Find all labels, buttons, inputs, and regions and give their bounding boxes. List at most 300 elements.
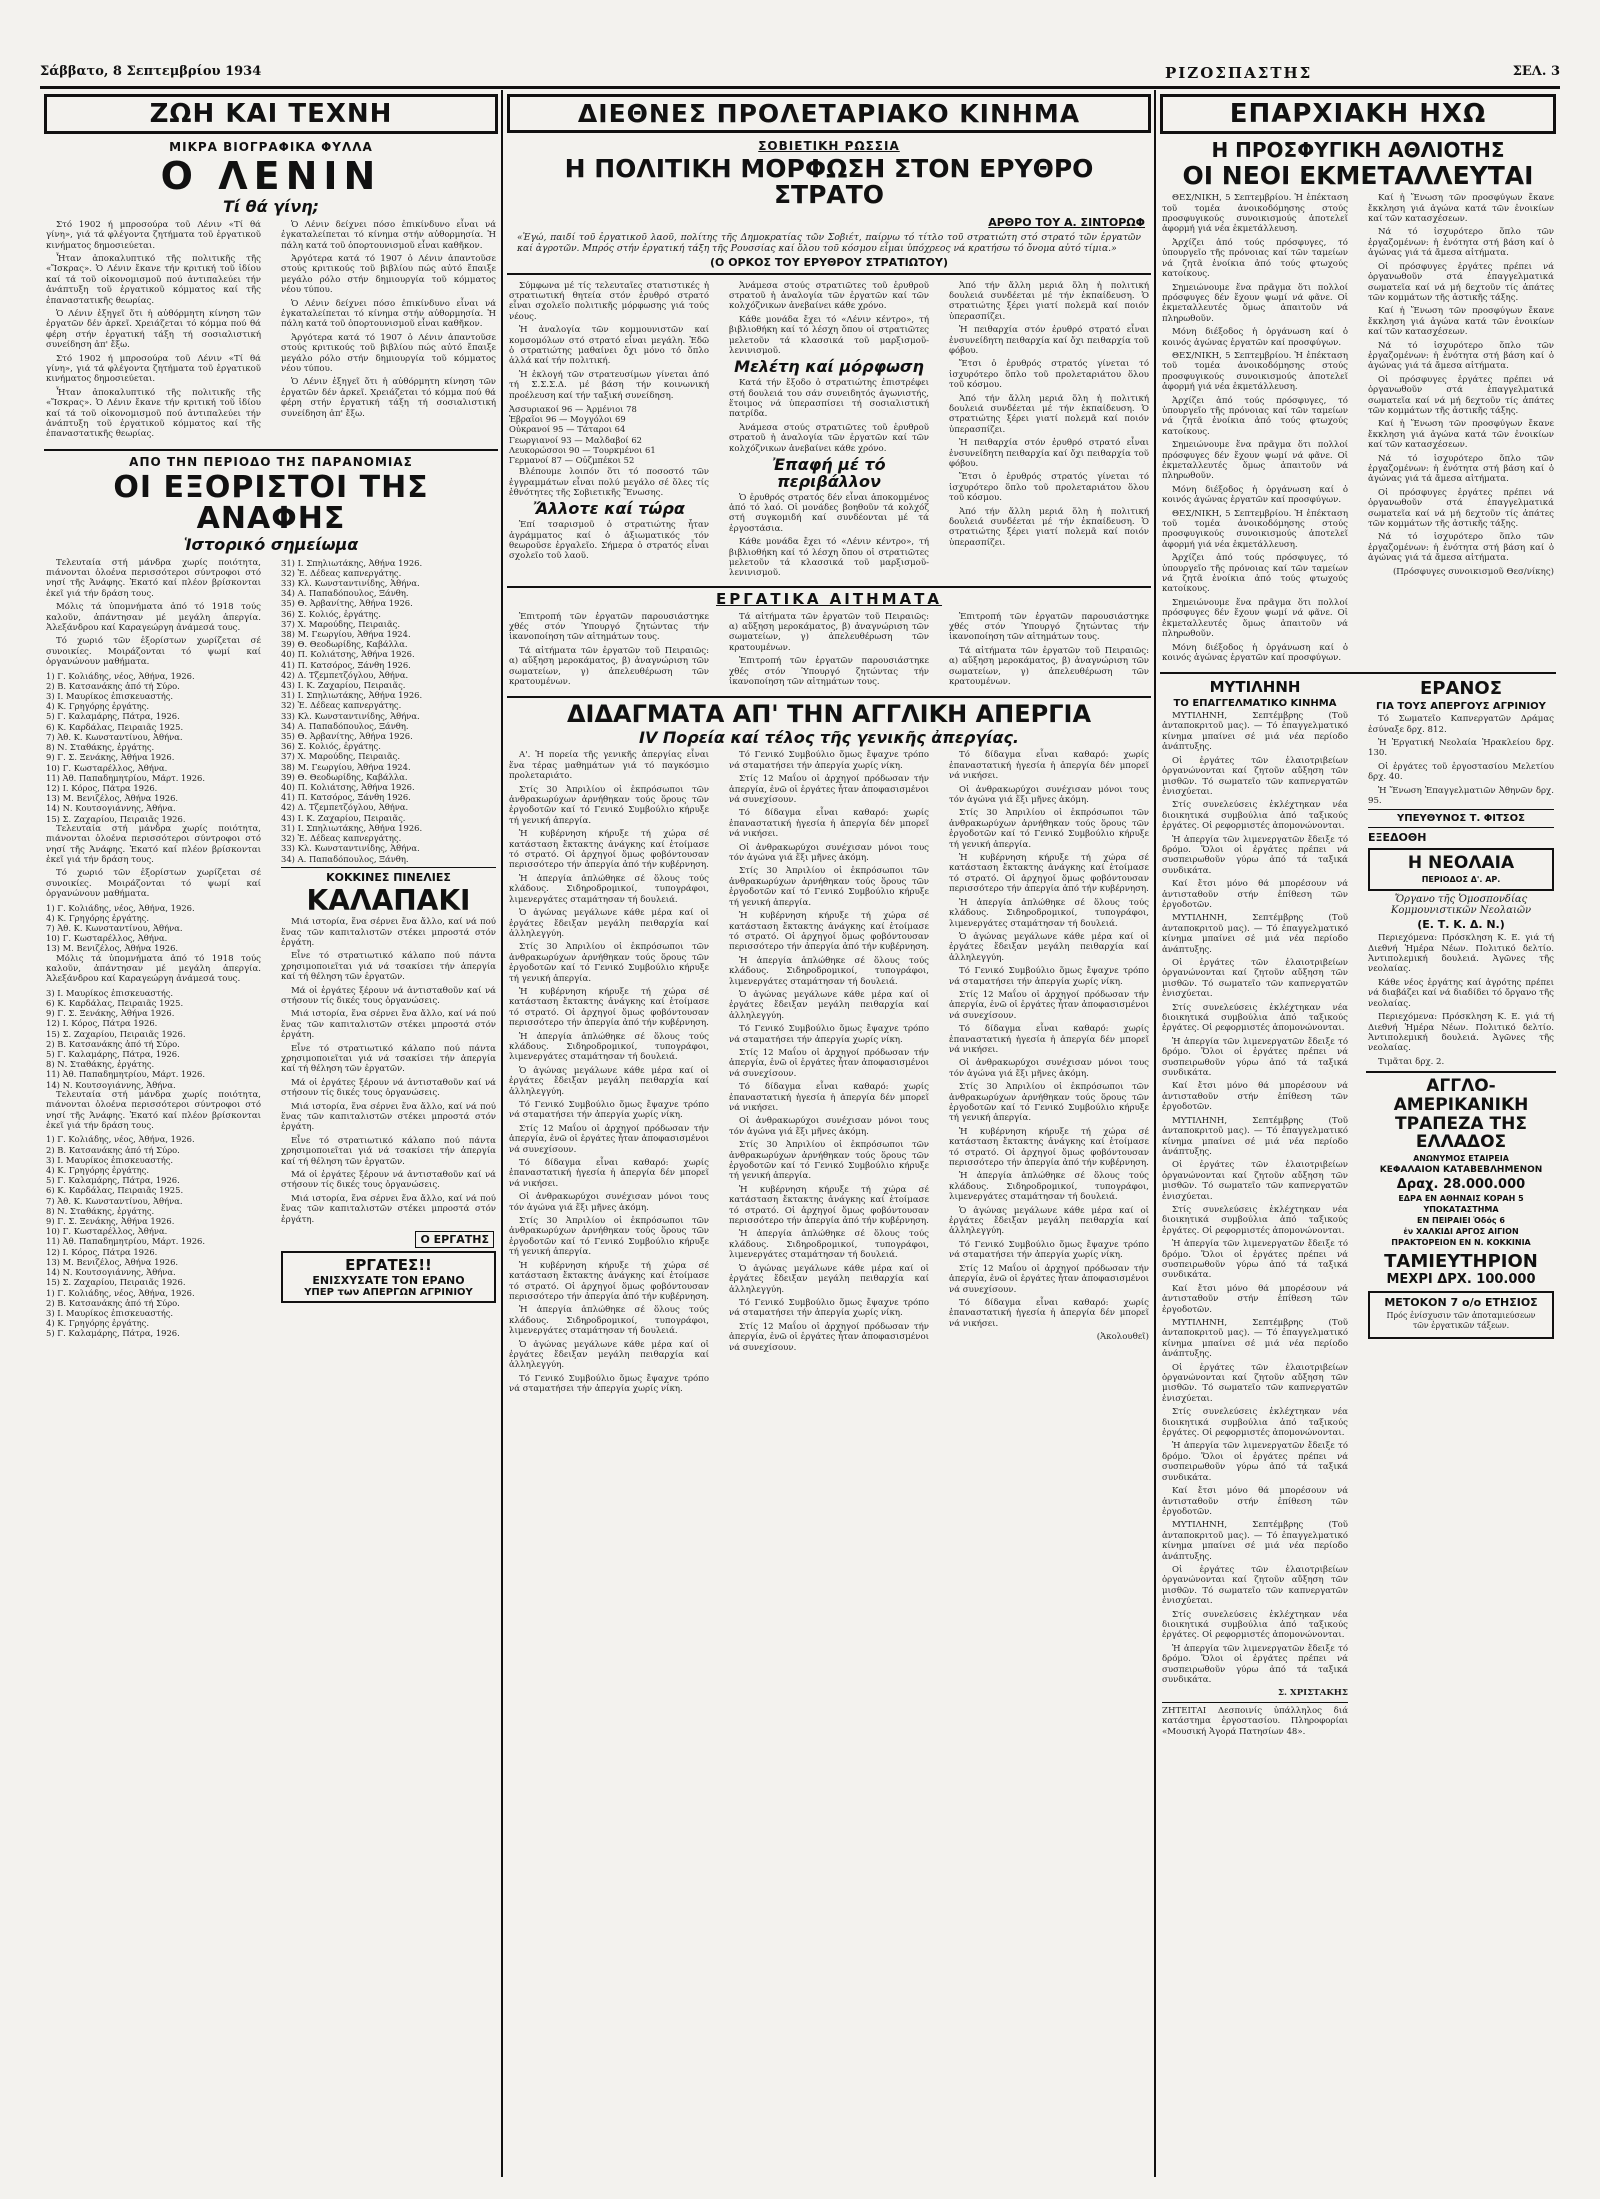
paragraph: Ὁ ἀγώνας μεγάλωνε κάθε μέρα καί οἱ ἐργάτες ἔδειξαν μεγάλη πειθαρχία καί ἀλληλεγγύη.	[509, 1339, 709, 1371]
list-item: 3) Ι. Μαυρίκος ἐπισκευαστής.	[46, 1154, 174, 1165]
paragraph: Οἱ ἐργάτες τῶν ἐλαιοτριβείων ὀργανώνονται καί ζητοῦν αὔξηση τῶν μισθῶν. Τό σωματεῖο τῶν καπνεργατῶν ἐνισχύεται.	[1162, 1564, 1348, 1607]
divider	[1368, 827, 1554, 828]
paragraph: Στό 1902 ή μπροσούρα τοῦ Λένιν «Τί θά γίνη», γιά τά φλέγοντα ζητήματα τοῦ ἐργατικοῦ κινήματος δημοσιεύεται.	[46, 219, 261, 251]
list-item: 32) Ἐ. Δέδεας καπνεργάτης.	[281, 833, 402, 844]
paragraph: Ὁ ἀγώνας μεγάλωνε κάθε μέρα καί οἱ ἐργάτες ἔδειξαν μεγάλη πειθαρχία καί ἀλληλεγγύη.	[729, 1263, 929, 1295]
strike-lessons-subhead: IV Πορεία καί τέλος τῆς γενικῆς ἀπεργίας.	[639, 727, 1019, 747]
paragraph: Τό χωριό τῶν ἐξορίστων χωρίζεται σέ συνοικίες. Μοιράζονται τό ψωμί καί ὀργανώνουν μαθήματα.	[46, 868, 261, 900]
paragraph: Καί ἔτσι μόνο θά μπορέσουν νά ἀντισταθοῦν στήν ἐπίθεση τῶν ἐργοδοτῶν.	[1162, 1486, 1348, 1517]
mytilene-headline: ΜΥΤΙΛΗΝΗ	[1209, 678, 1301, 697]
list-item: 6) Κ. Καρδάλας, Πειραιᾶς 1925.	[46, 1185, 184, 1196]
article-text	[509, 281, 709, 401]
paragraph: Τό δίδαγμα εἶναι καθαρό: χωρίς ἐπαναστατική ἡγεσία ἡ ἀπεργία δέν μπορεῖ νά νικήσει.	[729, 1082, 929, 1113]
article-text	[949, 281, 1149, 549]
paragraph: Τό δίδαγμα εἶναι καθαρό: χωρίς ἐπαναστατική ἡγεσία ἡ ἀπεργία δέν μπορεῖ νά νικήσει.	[949, 750, 1149, 782]
list-item: 9) Γ. Σ. Ξενάκης, Ἀθήνα 1926.	[46, 1008, 175, 1019]
divider	[1368, 809, 1554, 810]
list-item: 13) Μ. Βενιζέλος, Ἀθήνα 1926.	[46, 793, 179, 804]
divider	[1160, 672, 1556, 674]
list-item: 10) Γ. Κωσταρέλλος, Ἀθήνα.	[46, 933, 168, 944]
mytilene-article	[1156, 678, 1354, 1739]
paragraph: Καί ἔτσι μόνο θά μπορέσουν νά ἀντισταθοῦν στήν ἐπίθεση τῶν ἐργοδοτῶν.	[1162, 1283, 1348, 1315]
demands-text	[509, 612, 709, 691]
anafi-col-a	[40, 556, 267, 1341]
list-item: 38) Μ. Γεωργίου, Ἀθήνα 1924.	[281, 761, 411, 772]
list-item: 42) Δ. Τζεμπετζόγλου, Ἀθήνα.	[281, 802, 409, 813]
paragraph: ΘΕΣ/ΝΙΚΗ, 5 Σεπτεμβρίου. Ἡ ἐπέκταση τοῦ τομέα ἀνοικοδόμησης στούς προσφυγικούς συνοικισμούς ἀποτελεῖ ἀφορμή γιά νέα ἐκμετάλλευση.	[1162, 193, 1348, 235]
paragraph: Στίς 12 Μαΐου οἱ ἀρχηγοί πρόδωσαν τήν ἀπεργία, ἐνῶ οἱ ἐργάτες ἦταν ἀποφασισμένοι νά συνεχίσουν.	[729, 1321, 929, 1353]
paragraph: ΘΕΣ/ΝΙΚΗ, 5 Σεπτεμβρίου. Ἡ ἐπέκταση τοῦ τομέα ἀνοικοδόμησης στούς προσφυγικούς συνοικισμούς ἀποτελεῖ ἀφορμή γιά νέα ἐκμετάλλευση.	[1162, 350, 1348, 393]
paragraph: Ὁ ἀγώνας μεγάλωνε κάθε μέρα καί οἱ ἐργάτες ἔδειξαν μεγάλη πειθαρχία καί ἀλληλεγγύη.	[949, 1205, 1149, 1237]
paragraph: Ἡ ἀπεργία ἁπλώθηκε σέ ὅλους τούς κλάδους. Σιδηροδρομικοί, τυπογράφοι, λιμενεργάτες σταμάτησαν τή δουλειά.	[509, 1305, 709, 1337]
paragraph: Στίς 30 Ἀπριλίου οἱ ἐκπρόσωποι τῶν ἀνθρακωρύχων ἀρνήθηκαν τούς ὅρους τῶν ἐργοδοτῶν καί τό Γενικό Συμβούλιο κήρυξε τή γενική ἀπεργία.	[509, 942, 709, 984]
paragraph: Τά αἰτήματα τῶν ἐργατῶν τοῦ Πειραιῶς: α) αὔξηση μεροκάματος, β) ἀναγνώριση τῶν σωματείων, γ) ἀπελευθέρωση τῶν κρατουμένων.	[509, 645, 709, 688]
paragraph: Νά τό ἰσχυρότερο ὅπλο τῶν ἐργαζομένων: ἡ ἑνότητα στή βάση καί ὁ ἀγώνας γιά τά ἄμεσα αἰτήματα.	[1368, 227, 1554, 259]
paragraph: Τό χωριό τῶν ἐξορίστων χωρίζεται σέ συνοικίες. Μοιράζονται τό ψωμί καί ὀργανώνουν μαθήματα.	[46, 636, 261, 668]
list-item: 2) Β. Κατσανάκης ἀπό τή Σύρο.	[46, 680, 180, 691]
list-item: 13) Μ. Βενιζέλος, Ἀθήνα 1926.	[46, 943, 179, 954]
paragraph: Οἱ πρόσφυγες ἐργάτες πρέπει νά ὀργανωθοῦν στά ἐπαγγελματικά σωματεῖα καί νά μή δεχτοῦν τίς ἀπάτες τῶν κομμάτων τῆς ἀστικῆς τάξης.	[1368, 487, 1554, 530]
list-item: 43) Ι. Κ. Ζαχαρίου, Πειραιᾶς.	[281, 680, 406, 691]
list-item: 32) Ἐ. Δέδεας καπνεργάτης.	[281, 700, 402, 711]
paragraph: Νά τό ἰσχυρότερο ὅπλο τῶν ἐργαζομένων: ἡ ἑνότητα στή βάση καί ὁ ἀγώνας γιά τά ἄμεσα αἰτήματα.	[1368, 453, 1554, 485]
refugee-kicker: Η ΠΡΟΣΦΥΓΙΚΗ ΑΘΛΙΟΤΗΣ	[1211, 138, 1505, 162]
paragraph: Ἀπό τήν ἄλλη μεριά ὅλη ἡ πολιτική δουλειά συνδέεται μέ τήν ἐκπαίδευση. Ὁ στρατιώτης ξέρει γιατί πολεμᾶ καί ποιόν ὑπερασπίζει.	[949, 506, 1149, 548]
table-row: Ἑβραῖοι 96 — Μογγόλοι 69	[509, 414, 626, 425]
paragraph: Περιεχόμενα: Πρόσκληση Κ. Ε. γιά τή Διεθνή Ἡμέρα Νέων. Πολιτικό δελτίο. Ἀντιπολεμική δουλειά. Ἀγῶνες τῆς νεολαίας.	[1368, 933, 1554, 975]
strike-lessons-headline: ΔΙΔΑΓΜΑΤΑ ΑΠ' ΤΗΝ ΑΓΓΛΙΚΗ ΑΠΕΡΓΙΑ	[566, 700, 1092, 729]
paragraph: Ἡ Ἐργατική Νεολαία Ἡρακλείου δρχ. 130.	[1368, 738, 1554, 759]
paragraph: Στίς συνελεύσεις ἐκλέχτηκαν νέα διοικητικά συμβούλια ἀπό ταξικούς ἐργάτες. Οἱ ρεφορμιστές ἀπομονώνονται.	[1162, 1204, 1348, 1236]
middle-column	[503, 90, 1155, 2177]
subhead-epafi: Ἐπαφή μέ τό περιβάλλον	[772, 454, 886, 491]
paragraph: Ὁ ἀγώνας μεγάλωνε κάθε μέρα καί οἱ ἐργάτες ἔδειξαν μεγάλη πειθαρχία καί ἀλληλεγγύη.	[509, 1065, 709, 1097]
kalapaki-body	[281, 917, 496, 1225]
paragraph: Μά οἱ ἐργάτες ξέρουν νά ἀντισταθοῦν καί νά στήσουν τίς δικές τους ὀργανώσεις.	[281, 1077, 496, 1099]
article-text	[509, 520, 709, 562]
list-item: 12) Ι. Κόρος, Πάτρα 1926.	[46, 1246, 158, 1257]
paragraph: Ὁ ἀγώνας μεγάλωνε κάθε μέρα καί οἱ ἐργάτες ἔδειξαν μεγάλη πειθαρχία καί ἀλληλεγγύη.	[729, 989, 929, 1021]
literacy-table	[509, 404, 709, 465]
paragraph: Στίς 30 Ἀπριλίου οἱ ἐκπρόσωποι τῶν ἀνθρακωρύχων ἀρνήθηκαν τούς ὅρους τῶν ἐργοδοτῶν καί τό Γενικό Συμβούλιο κήρυξε τή γενική ἀπεργία.	[509, 784, 709, 826]
list-item: 40) Π. Κολιάτσης, Ἀθήνα 1926.	[281, 649, 415, 660]
paragraph: Οἱ ἀνθρακωρύχοι συνέχισαν μόνοι τους τόν ἀγώνα γιά ἕξι μῆνες ἀκόμη.	[949, 1058, 1149, 1079]
divider	[507, 696, 1151, 698]
list-item: 8) Ν. Σταθάκης, ἐργάτης.	[46, 1205, 155, 1216]
anafi-col-b	[275, 556, 502, 1341]
list-item: 7) Ἀθ. Κ. Κωνσταντίνου, Ἀθήνα.	[46, 1195, 183, 1206]
list-item: 37) Χ. Μαρούδης, Πειραιᾶς.	[281, 751, 401, 762]
savings-limit: ΜΕΧΡΙ ΔΡΧ. 100.000	[1386, 1271, 1536, 1287]
paragraph: Οἱ ἐργάτες τοῦ ἐργοστασίου Μελετίου δρχ. 40.	[1368, 761, 1554, 783]
lenin-body-a	[46, 220, 261, 443]
list-item: 36) Σ. Κολιός, ἐργάτης.	[281, 608, 381, 619]
paragraph: Μόνη διέξοδος ἡ ὀργάνωση καί ὁ κοινός ἀγώνας ἐργατῶν καί προσφύγων.	[1162, 484, 1348, 506]
paragraph: Βλέπουμε λοιπόν ὅτι τό ποσοστό τῶν ἐγγραμμάτων εἶναι πολύ μεγάλο σέ ὅλες τίς ἐθνότητες τῆς Σοβιετικῆς Ἕνωσης.	[509, 467, 709, 498]
left-column	[40, 90, 502, 2177]
paragraph: Ἀπό τήν ἄλλη μεριά ὅλη ἡ πολιτική δουλειά συνδέεται μέ τήν ἐκπαίδευση. Ὁ στρατιώτης ξέρει γιατί πολεμᾶ καί ποιόν ὑπερασπίζει.	[949, 280, 1149, 322]
exile-list-b	[281, 558, 496, 864]
paragraph: Κατά τήν ἔξοδο ὁ στρατιώτης ἐπιστρέφει στή δουλειά του σάν συνειδητός ἀγωνιστής, ἕτοιμος νά ὑπερασπίσει τή σοσιαλιστική πατρίδα.	[729, 378, 929, 420]
list-item: 1) Γ. Κολιάδης, νέος, Ἀθήνα, 1926.	[46, 1287, 195, 1298]
paragraph: Περιεχόμενα: Πρόσκληση Κ. Ε. γιά τή Διεθνή Ἡμέρα Νέων. Πολιτικό δελτίο. Ἀντιπολεμική δουλειά. Ἀγῶνες τῆς νεολαίας.	[1368, 1012, 1554, 1054]
list-item: 4) Κ. Γρηγόρης ἐργάτης.	[46, 912, 150, 923]
article-text	[729, 493, 929, 579]
signature: (Πρόσφυγες συνοικισμοῦ Θεσ/νίκης)	[1392, 566, 1554, 577]
paragraph: Στίς 12 Μαΐου οἱ ἀρχηγοί πρόδωσαν τήν ἀπεργία, ἐνῶ οἱ ἐργάτες ἦταν ἀποφασισμένοι νά συνεχίσουν.	[729, 1047, 929, 1079]
out-now-label: ΕΞΕΔΟΘΗ	[1368, 831, 1427, 845]
organ-line: Ὄργανο τῆς Ὁμοσπονδίας Κομμουνιστικῶν Νεολαιῶν	[1390, 894, 1532, 916]
paragraph: Ἡ ἀπεργία τῶν λιμενεργατῶν ἔδειξε τό δρόμο. Ὅλοι οἱ ἐργάτες πρέπει νά συσπειρωθοῦν γύρω ἀπό τά ταξικά συνδικάτα.	[1162, 1036, 1348, 1079]
paragraph: Ἡ ἀπεργία τῶν λιμενεργατῶν ἔδειξε τό δρόμο. Ὅλοι οἱ ἐργάτες πρέπει νά συσπειρωθοῦν γύρω ἀπό τά ταξικά συνδικάτα.	[1162, 1239, 1348, 1281]
subhead-allote: Ἄλλοτε καί τώρα	[533, 499, 685, 519]
interest-box	[1368, 1291, 1554, 1339]
call-line: ΥΠΕΡ των ΑΠΕΡΓΩΝ ΑΓΡΙΝΙΟΥ	[304, 1287, 473, 1299]
section-diethnes: ΔΙΕΘΝΕΣ ΠΡΟΛΕΤΑΡΙΑΚΟ ΚΙΝΗΜΑ	[507, 94, 1151, 133]
list-item: 33) Κλ. Κωνσταντινίδης, Ἀθήνα.	[281, 578, 420, 589]
paragraph: Σημειώνουμε ἕνα πρᾶγμα ὅτι πολλοί πρόσφυγες δέν ἔχουν ψωμί νά φᾶνε. Οἱ ἐκμεταλλευτές ὅμως ἀπαιτοῦν νά πληρωθοῦν.	[1162, 282, 1348, 324]
paragraph: Ἡ πειθαρχία στόν ἐρυθρό στρατό εἶναι ἐνσυνείδητη πειθαρχία καί ὄχι πειθαρχία τοῦ φόβου.	[949, 438, 1149, 469]
paragraph: Σημειώνουμε ἕνα πρᾶγμα ὅτι πολλοί πρόσφυγες δέν ἔχουν ψωμί νά φᾶνε. Οἱ ἐκμεταλλευτές ὅμως ἀπαιτοῦν νά πληρωθοῦν.	[1162, 440, 1348, 482]
capital-label: ΚΕΦΑΛΑΙΟΝ ΚΑΤΑΒΕΒΛΗΜΕΝΟΝ	[1379, 1164, 1543, 1175]
oath-source: (Ο ΟΡΚΟΣ ΤΟΥ ΕΡΥΘΡΟΥ ΣΤΡΑΤΙΩΤΟΥ)	[710, 255, 948, 269]
paragraph: Στίς 30 Ἀπριλίου οἱ ἐκπρόσωποι τῶν ἀνθρακωρύχων ἀρνήθηκαν τούς ὅρους τῶν ἐργοδοτῶν καί τό Γενικό Συμβούλιο κήρυξε τή γενική ἀπεργία.	[949, 808, 1149, 850]
organ-abbr: (Ε. Τ. Κ. Δ. Ν.)	[1417, 918, 1505, 932]
paragraph: Οἱ ἐργάτες τῶν ἐλαιοτριβείων ὀργανώνονται καί ζητοῦν αὔξηση τῶν μισθῶν. Τό σωματεῖο τῶν καπνεργατῶν ἐνισχύεται.	[1162, 958, 1348, 1000]
list-item: 31) Ι. Σπηλιωτάκης, Ἀθήνα 1926.	[281, 557, 423, 568]
paragraph: Τελευταία στή μάνδρα χωρίς ποιότητα, πιάνονται ὁλοένα περισσότεροι σύντροφοι στό νησί τῆς Ἀνάφης. Ἑκατό καί πλέον βρίσκονται ἐκεῖ γιά τήν δράση τους.	[46, 1089, 261, 1132]
paragraph: Ἡ κυβέρνηση κήρυξε τή χώρα σέ κατάσταση ἔκτακτης ἀνάγκης καί ἑτοίμασε τό στρατό. Οἱ ἀρχηγοί ὅμως φοβόντουσαν περισσότερο τήν ἀπεργία ἀπό τήν κυβέρνηση.	[949, 1126, 1149, 1169]
paragraph: Ἀρχίζει ἀπό τούς πρόσφυγες, τό ὑπουργεῖο τῆς πρόνοιας καί τῶν ταμείων νά ζητᾶ ἐνοίκια ἀπό τούς φτωχούς κατοίκους.	[1162, 553, 1348, 595]
paragraph: ΜΥΤΙΛΗΝΗ, Σεπτέμβρης (Τοῦ ἀνταποκριτοῦ μας). — Τό ἐπαγγελματικό κίνημα μπαίνει σέ μιά νέα περίοδο ἀνάπτυξης.	[1162, 1318, 1348, 1360]
paragraph: Ἡ ἐκλογή τῶν στρατευσίμων γίνεται ἀπό τή Σ.Σ.Σ.Δ. μέ βάση τήν κοινωνική προέλευση καί τήν ταξική συνείδηση.	[509, 369, 709, 401]
list-item: 3) Ι. Μαυρίκος ἐπισκευαστής.	[46, 987, 174, 998]
interest-rate: ΜΕΤΟΚΟΝ 7 ο/ο ΕΤΗΣΙΟΣ	[1384, 1295, 1538, 1309]
paragraph: Στίς συνελεύσεις ἐκλέχτηκαν νέα διοικητικά συμβούλια ἀπό ταξικούς ἐργάτες. Οἱ ρεφορμιστές ἀπομονώνονται.	[1162, 1609, 1348, 1641]
paragraph: Νά τό ἰσχυρότερο ὅπλο τῶν ἐργαζομένων: ἡ ἑνότητα στή βάση καί ὁ ἀγώνας γιά τά ἄμεσα αἰτήματα.	[1368, 532, 1554, 564]
paragraph: Ὁ ἀγώνας μεγάλωνε κάθε μέρα καί οἱ ἐργάτες ἔδειξαν μεγάλη πειθαρχία καί ἀλληλεγγύη.	[509, 908, 709, 939]
paragraph: Κάθε νέος ἐργάτης καί ἀγρότης πρέπει νά διαβάζει καί νά διαδίδει τό ὄργανο τῆς νεολαίας.	[1368, 977, 1554, 1009]
paragraph: ΜΥΤΙΛΗΝΗ, Σεπτέμβρης (Τοῦ ἀνταποκριτοῦ μας). — Τό ἐπαγγελματικό κίνημα μπαίνει σέ μιά νέα περίοδο ἀνάπτυξης.	[1162, 1115, 1348, 1157]
bank-line: ΠΡΑΚΤΟΡΕΙΟΝ ΕΝ Ν. ΚΟΚΚΙΝΙΑ	[1391, 1237, 1531, 1247]
divider	[44, 449, 498, 451]
paper-name: ΡΙΖΟΣΠΑΣΤΗΣ	[1165, 64, 1313, 82]
strike-fund-call	[281, 1251, 496, 1303]
pinelies-label: ΚΟΚΚΙΝΕΣ ΠΙΝΕΛΙΕΣ	[326, 870, 451, 884]
list-item: 7) Ἀθ. Κ. Κωνσταντίνου, Ἀθήνα.	[46, 922, 183, 933]
list-item: 8) Ν. Σταθάκης, ἐργάτης.	[46, 742, 155, 753]
paragraph: Ἡ ἀναλογία τῶν κομμουνιστῶν καί κομσομόλων στό στρατό εἶναι μεγάλη. Ἐδῶ ὁ στρατιώτης μαθαίνει ὄχι μόνο τό ὅπλο ἀλλά καί τήν πολιτική.	[509, 325, 709, 367]
list-item: 8) Ν. Σταθάκης, ἐργάτης.	[46, 1059, 155, 1070]
paragraph: Στίς 12 Μαΐου οἱ ἀρχηγοί πρόδωσαν τήν ἀπεργία, ἐνῶ οἱ ἐργάτες ἦταν ἀποφασισμένοι νά συνεχίσουν.	[729, 774, 929, 806]
signature: Σ. ΧΡΙΣΤΑΚΗΣ	[1277, 1688, 1348, 1699]
list-item: 9) Γ. Σ. Ξενάκης, Ἀθήνα 1926.	[46, 1216, 175, 1227]
top-rule	[40, 86, 1560, 89]
paragraph: Τελευταία στή μάνδρα χωρίς ποιότητα, πιάνονται ὁλοένα περισσότεροι σύντροφοι στό νησί τῆς Ἀνάφης. Ἑκατό καί πλέον βρίσκονται ἐκεῖ γιά τήν δράση τους.	[46, 823, 261, 865]
paragraph: Οἱ πρόσφυγες ἐργάτες πρέπει νά ὀργανωθοῦν στά ἐπαγγελματικά σωματεῖα καί νά μή δεχτοῦν τίς ἀπάτες τῶν κομμάτων τῆς ἀστικῆς τάξης.	[1368, 261, 1554, 303]
paragraph: Στίς 30 Ἀπριλίου οἱ ἐκπρόσωποι τῶν ἀνθρακωρύχων ἀρνήθηκαν τούς ὅρους τῶν ἐργοδοτῶν καί τό Γενικό Συμβούλιο κήρυξε τή γενική ἀπεργία.	[729, 1140, 929, 1182]
list-item: 34) Α. Παπαδόπουλος, Ξάνθη.	[281, 588, 409, 599]
paragraph: Ἀρχίζει ἀπό τούς πρόσφυγες, τό ὑπουργεῖο τῆς πρόνοιας καί τῶν ταμείων νά ζητᾶ ἐνοίκια ἀπό τούς φτωχούς κατοίκους.	[1162, 237, 1348, 280]
paragraph: Καί ἔτσι μόνο θά μπορέσουν νά ἀντισταθοῦν στήν ἐπίθεση τῶν ἐργοδοτῶν.	[1162, 879, 1348, 910]
neolaia-text	[1368, 933, 1554, 1067]
bank-name: ΑΓΓΛΟ-ΑΜΕΡΙΚΑΝΙΚΗ ΤΡΑΠΕΖΑ ΤΗΣ ΕΛΛΑΔΟΣ	[1393, 1076, 1529, 1153]
page-number: ΣΕΛ. 3	[1512, 64, 1560, 79]
paragraph: Ἐπιτροπή τῶν ἐργατῶν παρουσιάστηκε χθές στόν Ὑπουργό ζητώντας τήν ἱκανοποίηση τῶν αἰτημάτων τους.	[949, 611, 1149, 643]
list-item: 7) Ἀθ. Κ. Κωνσταντίνου, Ἀθήνα.	[46, 731, 183, 742]
paragraph: Μά οἱ ἐργάτες ξέρουν νά ἀντισταθοῦν καί νά στήσουν τίς δικές τους ὀργανώσεις.	[281, 985, 496, 1006]
paragraph: Τιμᾶται δρχ. 2.	[1378, 1056, 1445, 1067]
paragraph: Τό Σωματεῖο Καπνεργατῶν Δράμας ἐσύναξε δρχ. 812.	[1368, 714, 1554, 735]
paragraph: Οἱ ἀνθρακωρύχοι συνέχισαν μόνοι τους τόν ἀγώνα γιά ἕξι μῆνες ἀκόμη.	[729, 1116, 929, 1137]
paragraph: Ἡ ἀπεργία τῶν λιμενεργατῶν ἔδειξε τό δρόμο. Ὅλοι οἱ ἐργάτες πρέπει νά συσπειρωθοῦν γύρω ἀπό τά ταξικά συνδικάτα.	[1162, 1441, 1348, 1483]
paragraph: Οἱ πρόσφυγες ἐργάτες πρέπει νά ὀργανωθοῦν στά ἐπαγγελματικά σωματεῖα καί νά μή δεχτοῦν τίς ἀπάτες τῶν κομμάτων τῆς ἀστικῆς τάξης.	[1368, 374, 1554, 416]
capital-value: Δραχ. 28.000.000	[1396, 1176, 1526, 1192]
list-item: 12) Ι. Κόρος, Πάτρα 1926.	[46, 1018, 158, 1029]
list-item: 15) Σ. Ζαχαρίου, Πειραιᾶς 1926.	[46, 1277, 186, 1288]
list-item: 11) Ἀθ. Παπαδημητρίου, Μάρτ. 1926.	[46, 1069, 206, 1080]
paragraph: Οἱ ἀνθρακωρύχοι συνέχισαν μόνοι τους τόν ἀγώνα γιά ἕξι μῆνες ἀκόμη.	[949, 784, 1149, 806]
anafi-subhead: Ἱστορικό σημείωμα	[183, 534, 359, 554]
refugee-headline: ΟΙ ΝΕΟΙ ΕΚΜΕΤΑΛΛΕΥΤΑΙ	[1182, 161, 1534, 190]
exile-list-a	[46, 671, 261, 1339]
divider	[1366, 1071, 1556, 1073]
strike-text-col-2	[729, 750, 929, 1397]
paragraph: Στίς συνελεύσεις ἐκλέχτηκαν νέα διοικητικά συμβούλια ἀπό ταξικούς ἐργάτες. Οἱ ρεφορμιστές ἀπομονώνονται.	[1162, 800, 1348, 832]
paragraph: Οἱ ἐργάτες τῶν ἐλαιοτριβείων ὀργανώνονται καί ζητοῦν αὔξηση τῶν μισθῶν. Τό σωματεῖο τῶν καπνεργατῶν ἐνισχύεται.	[1162, 1362, 1348, 1404]
refugee-text-col-2	[1368, 193, 1554, 666]
paragraph: Καί ἡ Ἕνωση τῶν προσφύγων ἔκανε ἔκκληση γιά ἀγώνα κατά τῶν ἐνοικίων καί τῶν κατασχέσεων.	[1368, 419, 1554, 451]
article-col-3	[943, 279, 1155, 582]
right-column	[1156, 90, 1560, 2177]
table-row: Γερμανοί 87 — Οὐζμπέκοι 52	[509, 454, 635, 465]
mytilene-subhead: ΤΟ ΕΠΑΓΓΕΛΜΑΤΙΚΟ ΚΙΝΗΜΑ	[1173, 698, 1337, 710]
list-item: 2) Β. Κατσανάκης ἀπό τή Σύρο.	[46, 1144, 180, 1155]
list-item: 4) Κ. Γρηγόρης ἐργάτης.	[46, 701, 150, 712]
article-col-1	[503, 279, 715, 582]
list-item: 31) Ι. Σπηλιωτάκης, Ἀθήνα 1926.	[281, 822, 423, 833]
paragraph: Ἡ κυβέρνηση κήρυξε τή χώρα σέ κατάσταση ἔκτακτης ἀνάγκης καί ἑτοίμασε τό στρατό. Οἱ ἀρχηγοί ὅμως φοβόντουσαν περισσότερο τήν ἀπεργία ἀπό τήν κυβέρνηση.	[729, 1184, 929, 1227]
article-col-2	[723, 279, 935, 582]
paragraph: Τό δίδαγμα εἶναι καθαρό: χωρίς ἐπαναστατική ἡγεσία ἡ ἀπεργία δέν μπορεῖ νά νικήσει.	[729, 808, 929, 840]
paragraph: Ἡ ἀπεργία ἁπλώθηκε σέ ὅλους τούς κλάδους. Σιδηροδρομικοί, τυπογράφοι, λιμενεργάτες σταμάτησαν τή δουλειά.	[729, 1229, 929, 1261]
bank-line: ΕΔΡΑ ΕΝ ΑΘΗΝΑΙΣ ΚΟΡΑΗ 5	[1398, 1193, 1524, 1203]
paragraph: Ἀρχίζει ἀπό τούς πρόσφυγες, τό ὑπουργεῖο τῆς πρόνοιας καί τῶν ταμείων νά ζητᾶ ἐνοίκια ἀπό τούς φτωχούς κατοίκους.	[1162, 395, 1348, 437]
demands-text	[949, 612, 1149, 691]
list-item: 3) Ι. Μαυρίκος ἐπισκευαστής.	[46, 1307, 174, 1318]
paragraph: ΜΥΤΙΛΗΝΗ, Σεπτέμβρης (Τοῦ ἀνταποκριτοῦ μας). — Τό ἐπαγγελματικό κίνημα μπαίνει σέ μιά νέα περίοδο ἀνάπτυξης.	[1162, 711, 1348, 753]
paragraph: Μόνη διέξοδος ἡ ὀργάνωση καί ὁ κοινός ἀγώνας ἐργατῶν καί προσφύγων.	[1162, 642, 1348, 663]
list-item: 34) Α. Παπαδόπουλος, Ξάνθη.	[281, 720, 409, 731]
oath-quote: «Ἐγώ, παιδί τοῦ ἐργατικοῦ λαοῦ, πολίτης τῆς Δημοκρατίας τῶν Σοβιέτ, παίρνω τό τίτλο τοῦ στρατιώτη στό στρατό τῶν ἐργατῶν καί ἀγροτῶν. Μπρός στήν ἐργατική τάξη τῆς Ρουσσίας καί ὅλου τοῦ κόσμου εἶμαι ὑπόχρεος νά κρατήσω τό ὄνομα αὐτό τίμια.»	[517, 231, 1141, 254]
paragraph: Τό δίδαγμα εἶναι καθαρό: χωρίς ἐπαναστατική ἡγεσία ἡ ἀπεργία δέν μπορεῖ νά νικήσει.	[509, 1158, 709, 1189]
paragraph: Τά αἰτήματα τῶν ἐργατῶν τοῦ Πειραιῶς: α) αὔξηση μεροκάματος, β) ἀναγνώριση τῶν σωματείων, γ) ἀπελευθέρωση τῶν κρατουμένων.	[729, 611, 929, 653]
paragraph: Στίς συνελεύσεις ἐκλέχτηκαν νέα διοικητικά συμβούλια ἀπό ταξικούς ἐργάτες. Οἱ ρεφορμιστές ἀπομονώνονται.	[1162, 1407, 1348, 1439]
paragraph: Μόνη διέξοδος ἡ ὀργάνωση καί ὁ κοινός ἀγώνας ἐργατῶν καί προσφύγων.	[1162, 327, 1348, 348]
paragraph: Ἀνάμεσα στούς στρατιῶτες τοῦ ἐρυθροῦ στρατοῦ ἡ ἀναλογία τῶν ἐργατῶν καί τῶν κολχόζνικων ἀνεβαίνει κάθε χρόνο.	[729, 422, 929, 454]
anafi-headline: ΟΙ ΕΞΟΡΙΣΤΟΙ ΤΗΣ ΑΝΑΦΗΣ	[113, 469, 429, 537]
paragraph: Ἡ ἀπεργία τῶν λιμενεργατῶν ἔδειξε τό δρόμο. Ὅλοι οἱ ἐργάτες πρέπει νά συσπειρωθοῦν γύρω ἀπό τά ταξικά συνδικάτα.	[1162, 834, 1348, 876]
divider	[281, 867, 496, 868]
list-item: 39) Θ. Θεοδωρίδης, Καβάλλα.	[281, 771, 408, 782]
neolaia-title: Η ΝΕΟΛΑΙΑ	[1407, 853, 1515, 874]
table-row: Γεωργιανοί 93 — Μαλδαβοί 62	[509, 434, 643, 445]
byline: ΑΡΘΡΟ ΤΟΥ Α. ΣΙΝΤΟΡΩΦ	[988, 215, 1145, 229]
anafi-body	[46, 558, 261, 668]
list-item: 33) Κλ. Κωνσταντινίδης, Ἀθήνα.	[281, 843, 420, 854]
continued-note: (Ἀκολουθεῖ)	[1096, 1332, 1149, 1343]
list-item: 10) Γ. Κωσταρέλλος, Ἀθήνα.	[46, 762, 168, 773]
list-item: 1) Γ. Κολιάδης, νέος, Ἀθήνα, 1926.	[46, 1134, 195, 1145]
bank-line: ΥΠΟΚΑΤΑΣΤΗΜΑ	[1423, 1204, 1499, 1214]
neolaia-ad	[1368, 848, 1554, 891]
paragraph: Τό Γενικό Συμβούλιο ὅμως ἔψαχνε τρόπο νά σταματήσει τήν ἀπεργία χωρίς νίκη.	[949, 966, 1149, 987]
paragraph: Ὁ Λένιν ἐξηγεῖ ὅτι ἡ αὐθόρμητη κίνηση τῶν ἐργατῶν δέν ἀρκεῖ. Χρειάζεται τό κόμμα πού θά φέρη στήν ἐργατική τάξη τή σοσιαλιστική συνείδηση ἀπ' ἔξω.	[281, 377, 496, 419]
paragraph: Ἔτσι ὁ ἐρυθρός στρατός γίνεται τό ἰσχυρότερο ὅπλο τοῦ προλεταριάτου ὅλου τοῦ κόσμου.	[949, 472, 1149, 504]
list-item: 39) Θ. Θεοδωρίδης, Καβάλλα.	[281, 639, 408, 650]
ads-column	[1362, 678, 1560, 1739]
paragraph: Τό Γενικό Συμβούλιο ὅμως ἔψαχνε τρόπο νά σταματήσει τήν ἀπεργία χωρίς νίκη.	[949, 1239, 1149, 1261]
paragraph: Τό Γενικό Συμβούλιο ὅμως ἔψαχνε τρόπο νά σταματήσει τήν ἀπεργία χωρίς νίκη.	[729, 1297, 929, 1319]
paragraph: Οἱ ἐργάτες τῶν ἐλαιοτριβείων ὀργανώνονται καί ζητοῦν αὔξηση τῶν μισθῶν. Τό σωματεῖο τῶν καπνεργατῶν ἐνισχύεται.	[1162, 755, 1348, 797]
paragraph: Μιά ιστορία, ἕνα σέρνει ἕνα ἄλλο, καί νά πού ἕνας τῶν καπιταλιστῶν στέκει μπροστά στόν ἐργάτη.	[281, 1101, 496, 1133]
list-item: 4) Κ. Γρηγόρης ἐργάτης.	[46, 1318, 150, 1329]
paragraph: Μιά ιστορία, ἕνα σέρνει ἕνα ἄλλο, καί νά πού ἕνας τῶν καπιταλιστῶν στέκει μπροστά στόν ἐργάτη.	[281, 1009, 496, 1041]
subhead-melete: Μελέτη καί μόρφωση	[734, 357, 924, 377]
list-item: 37) Χ. Μαρούδης, Πειραιᾶς.	[281, 618, 401, 629]
paragraph: Οἱ ἀνθρακωρύχοι συνέχισαν μόνοι τους τόν ἀγώνα γιά ἕξι μῆνες ἀκόμη.	[509, 1192, 709, 1213]
paragraph: Ἐπί τσαρισμοῦ ὁ στρατιώτης ἦταν ἀγράμματος καί ὁ ἀξιωματικός τόν θεωροῦσε ἐργαλεῖο. Σήμερα ὁ στρατός εἶναι σχολεῖο τοῦ λαοῦ.	[509, 520, 709, 562]
paragraph: Ἡ κυβέρνηση κήρυξε τή χώρα σέ κατάσταση ἔκτακτης ἀνάγκης καί ἑτοίμασε τό στρατό. Οἱ ἀρχηγοί ὅμως φοβόντουσαν περισσότερο τήν ἀπεργία ἀπό τήν κυβέρνηση.	[509, 986, 709, 1029]
list-item: 14) Ν. Κουτσογιάννης, Ἀθήνα.	[46, 803, 176, 814]
paragraph: Στίς 12 Μαΐου οἱ ἀρχηγοί πρόδωσαν τήν ἀπεργία, ἐνῶ οἱ ἐργάτες ἦταν ἀποφασισμένοι νά συνεχίσουν.	[949, 1263, 1149, 1295]
list-item: 15) Σ. Ζαχαρίου, Πειραιᾶς 1926.	[46, 1028, 186, 1039]
paragraph: Ἡ κυβέρνηση κήρυξε τή χώρα σέ κατάσταση ἔκτακτης ἀνάγκης καί ἑτοίμασε τό στρατό. Οἱ ἀρχηγοί ὅμως φοβόντουσαν περισσότερο τήν ἀπεργία ἀπό τήν κυβέρνηση.	[729, 911, 929, 953]
paragraph: Ἦταν ἀποκαλυπτικό τῆς πολιτικῆς τῆς «Ἴσκρας». Ὁ Λένιν ἔκανε τήν κριτική τοῦ ἰδίου καί τά τοῦ οἰκονομισμοῦ πού ἀντιπαλεύει τήν ἀνάπτυξη τοῦ ἐργατικοῦ κόμματος καί τῆς ἐπαναστατικῆς θεωρίας.	[46, 387, 261, 440]
paragraph: Ἡ ἀπεργία τῶν λιμενεργατῶν ἔδειξε τό δρόμο. Ὅλοι οἱ ἐργάτες πρέπει νά συσπειρωθοῦν γύρω ἀπό τά ταξικά συνδικάτα.	[1162, 1643, 1348, 1685]
list-item: 11) Ἀθ. Παπαδημητρίου, Μάρτ. 1926.	[46, 772, 206, 783]
paragraph: Οἱ ἐργάτες τῶν ἐλαιοτριβείων ὀργανώνονται καί ζητοῦν αὔξηση τῶν μισθῶν. Τό σωματεῖο τῶν καπνεργατῶν ἐνισχύεται.	[1162, 1160, 1348, 1202]
paragraph: Α'. Ἡ πορεία τῆς γενικῆς ἀπεργίας εἶναι ἕνα τέρας μαθημάτων γιά τό παγκόσμιο προλεταριάτο.	[509, 750, 709, 782]
table-row: Ἀσσυριακοί 96 — Ἀρμένιοι 78	[509, 403, 637, 414]
paragraph: Τελευταία στή μάνδρα χωρίς ποιότητα, πιάνονται ὁλοένα περισσότεροι σύντροφοι στό νησί τῆς Ἀνάφης. Ἑκατό καί πλέον βρίσκονται ἐκεῖ γιά τήν δράση τους.	[46, 557, 261, 599]
list-item: 34) Α. Παπαδόπουλος, Ξάνθη.	[281, 853, 409, 864]
paragraph: ΜΥΤΙΛΗΝΗ, Σεπτέμβρης (Τοῦ ἀνταποκριτοῦ μας). — Τό ἐπαγγελματικό κίνημα μπαίνει σέ μιά νέα περίοδο ἀνάπτυξης.	[1162, 913, 1348, 955]
paragraph: Τό Γενικό Συμβούλιο ὅμως ἔψαχνε τρόπο νά σταματήσει τήν ἀπεργία χωρίς νίκη.	[729, 1024, 929, 1045]
paragraph: Τό δίδαγμα εἶναι καθαρό: χωρίς ἐπαναστατική ἡγεσία ἡ ἀπεργία δέν μπορεῖ νά νικήσει.	[949, 1024, 1149, 1055]
table-row: Λευκορώσσοι 90 — Τουρκμένοι 61	[509, 444, 656, 455]
list-item: 2) Β. Κατσανάκης ἀπό τή Σύρο.	[46, 1297, 180, 1308]
list-item: 13) Μ. Βενιζέλος, Ἀθήνα 1926.	[46, 1256, 179, 1267]
savings-title: ΤΑΜΙΕΥΤΗΡΙΟΝ	[1384, 1250, 1538, 1272]
paragraph: Στίς 30 Ἀπριλίου οἱ ἐκπρόσωποι τῶν ἀνθρακωρύχων ἀρνήθηκαν τούς ὅρους τῶν ἐργοδοτῶν καί τό Γενικό Συμβούλιο κήρυξε τή γενική ἀπεργία.	[509, 1216, 709, 1258]
list-item: 15) Σ. Ζαχαρίου, Πειραιᾶς 1926.	[46, 813, 186, 824]
list-item: 9) Γ. Σ. Ξενάκης, Ἀθήνα 1926.	[46, 752, 175, 763]
section-zoi-kai-texni: ΖΩΗ ΚΑΙ ΤΕΧΝΗ	[44, 94, 498, 134]
paragraph: Ὁ Λένιν δείχνει πόσο ἐπικίνδυνο εἶναι νά ἐγκαταλείπεται τό κίνημα στήν αὐθορμησία. Ἡ πάλη κατά τοῦ ὀπορτουνισμοῦ εἶναι καθῆκον.	[281, 219, 496, 251]
bank-line: ἐν ΧΑΛΚΙΔΙ ΑΡΓΟΣ ΑΙΓΙΟΝ	[1403, 1226, 1519, 1236]
paragraph: Ἡ ἀπεργία ἁπλώθηκε σέ ὅλους τούς κλάδους. Σιδηροδρομικοί, τυπογράφοι, λιμενεργάτες σταμάτησαν τή δουλειά.	[509, 873, 709, 905]
paragraph: Καί ἔτσι μόνο θά μπορέσουν νά ἀντισταθοῦν στήν ἐπίθεση τῶν ἐργοδοτῶν.	[1162, 1081, 1348, 1113]
neolaia-period: ΠΕΡΙΟΔΟΣ Δ'. ΑΡ.	[1421, 875, 1501, 885]
list-item: 35) Θ. Ἀρβανίτης, Ἀθήνα 1926.	[281, 731, 413, 742]
paragraph: Στίς 12 Μαΐου οἱ ἀρχηγοί πρόδωσαν τήν ἀπεργία, ἐνῶ οἱ ἐργάτες ἦταν ἀποφασισμένοι νά συνεχίσουν.	[509, 1123, 709, 1155]
article-text	[729, 281, 929, 357]
paragraph: Ἡ κυβέρνηση κήρυξε τή χώρα σέ κατάσταση ἔκτακτης ἀνάγκης καί ἑτοίμασε τό στρατό. Οἱ ἀρχηγοί ὅμως φοβόντουσαν περισσότερο τήν ἀπεργία ἀπό τήν κυβέρνηση.	[949, 853, 1149, 895]
call-line: ΕΡΓΑΤΕΣ!!	[345, 1256, 432, 1275]
paragraph: Ἔτσι ὁ ἐρυθρός στρατός γίνεται τό ἰσχυρότερο ὅπλο τοῦ προλεταριάτου ὅλου τοῦ κόσμου.	[949, 359, 1149, 391]
paragraph: Στίς συνελεύσεις ἐκλέχτηκαν νέα διοικητικά συμβούλια ἀπό ταξικούς ἐργάτες. Οἱ ρεφορμιστές ἀπομονώνονται.	[1162, 1002, 1348, 1034]
bio-kicker: ΜΙΚΡΑ ΒΙΟΓΡΑΦΙΚΑ ΦΥΛΛΑ	[169, 140, 373, 154]
list-item: 14) Ν. Κουτσογιάννης, Ἀθήνα.	[46, 1079, 176, 1090]
list-item: 41) Π. Κατσόρος, Ξάνθη 1926.	[281, 659, 411, 670]
interest-note: Πρός ἐνίσχυσιν τῶν ἀποταμιεύσεων τῶν ἐργατικῶν τάξεων.	[1386, 1310, 1536, 1331]
list-item: 5) Γ. Καλαμάρης, Πάτρα, 1926.	[46, 1328, 180, 1339]
paragraph: Κάθε μονάδα ἔχει τό «Λένιν κέντρο», τή βιβλιοθήκη καί τό λέσχη ὅπου οἱ στρατιῶτες μελετοῦν τά κλασσικά τοῦ μαρξισμοῦ-λενινισμοῦ.	[729, 537, 929, 579]
paragraph: Ὁ ἐρυθρός στρατός δέν εἶναι ἀποκομμένος ἀπό τό λαό. Οἱ μονάδες βοηθοῦν τά κολχόζ στή συγκομιδή καί συνδέονται μέ τά ἐργοστάσια.	[729, 492, 929, 534]
list-item: 4) Κ. Γρηγόρης ἐργάτης.	[46, 1165, 150, 1176]
paragraph: Σημειώνουμε ἕνα πρᾶγμα ὅτι πολλοί πρόσφυγες δέν ἔχουν ψωμί νά φᾶνε. Οἱ ἐκμεταλλευτές ὅμως ἀπαιτοῦν νά πληρωθοῦν.	[1162, 597, 1348, 640]
anafi-kicker: ΑΠΟ ΤΗΝ ΠΕΡΙΟΔΟ ΤΗΣ ΠΑΡΑΝΟΜΙΑΣ	[129, 454, 413, 469]
paragraph: Στό 1902 ή μπροσούρα τοῦ Λένιν «Τί θά γίνη», γιά τά φλέγοντα ζητήματα τοῦ ἐργατικοῦ κινήματος δημοσιεύεται.	[46, 353, 261, 385]
list-item: 6) Κ. Καρδάλας, Πειραιᾶς 1925.	[46, 998, 184, 1008]
list-item: 5) Γ. Καλαμάρης, Πάτρα, 1926.	[46, 1175, 180, 1186]
strike-text-col-3	[949, 750, 1149, 1397]
paragraph: Νά τό ἰσχυρότερο ὅπλο τῶν ἐργαζομένων: ἡ ἑνότητα στή βάση καί ὁ ἀγώνας γιά τά ἄμεσα αἰτήματα.	[1368, 340, 1554, 372]
issue-date: Σάββατο, 8 Σεπτεμβρίου 1934	[40, 64, 262, 79]
soviet-kicker: ΣΟΒΙΕΤΙΚΗ ΡΩΣΣΙΑ	[758, 139, 900, 153]
paragraph: Οἱ ἀνθρακωρύχοι συνέχισαν μόνοι τους τόν ἀγώνα γιά ἕξι μῆνες ἀκόμη.	[729, 842, 929, 864]
article-text	[509, 467, 709, 498]
article-text	[729, 378, 929, 454]
paragraph: ΜΥΤΙΛΗΝΗ, Σεπτέμβρης (Τοῦ ἀνταποκριτοῦ μας). — Τό ἐπαγγελματικό κίνημα μπαίνει σέ μιά νέα περίοδο ἀνάπτυξης.	[1162, 1520, 1348, 1562]
paragraph: Μιά ιστορία, ἕνα σέρνει ἕνα ἄλλο, καί νά πού ἕνας τῶν καπιταλιστῶν στέκει μπροστά στόν ἐργάτη.	[281, 917, 496, 948]
paragraph: Ἡ ἀπεργία ἁπλώθηκε σέ ὅλους τούς κλάδους. Σιδηροδρομικοί, τυπογράφοι, λιμενεργάτες σταμάτησαν τή δουλειά.	[949, 897, 1149, 929]
paragraph: Τό Γενικό Συμβούλιο ὅμως ἔψαχνε τρόπο νά σταματήσει τήν ἀπεργία χωρίς νίκη.	[509, 1373, 709, 1395]
paragraph: Ἀπό τήν ἄλλη μεριά ὅλη ἡ πολιτική δουλειά συνδέεται μέ τήν ἐκπαίδευση. Ὁ στρατιώτης ξέρει γιατί πολεμᾶ καί ποιόν ὑπερασπίζει.	[949, 393, 1149, 435]
paragraph: Ὁ Λένιν ἐξηγεῖ ὅτι ἡ αὐθόρμητη κίνηση τῶν ἐργατῶν δέν ἀρκεῖ. Χρειάζεται τό κόμμα πού θά φέρη στήν ἐργατική τάξη τή σοσιαλιστική συνείδηση ἀπ' ἔξω.	[46, 308, 261, 351]
paragraph: Τό δίδαγμα εἶναι καθαρό: χωρίς ἐπαναστατική ἡγεσία ἡ ἀπεργία δέν μπορεῖ νά νικήσει.	[949, 1297, 1149, 1329]
bank-line: ΕΝ ΠΕΙΡΑΙΕΙ Ὁδός 6	[1417, 1215, 1505, 1225]
paragraph: Ἐπιτροπή τῶν ἐργατῶν παρουσιάστηκε χθές στόν Ὑπουργό ζητώντας τήν ἱκανοποίηση τῶν αἰτημάτων τους.	[509, 611, 709, 643]
paragraph: Σύμφωνα μέ τίς τελευταῖες στατιστικές ἡ στρατιωτική θητεία στόν ἐρυθρό στρατό εἶναι σχολεῖο πολιτικῆς μόρφωσης γιά τούς νέους.	[509, 280, 709, 322]
divider	[507, 273, 1151, 275]
list-item: 31) Ι. Σπηλιωτάκης, Ἀθήνα 1926.	[281, 690, 423, 701]
paragraph: Μόλις τά ὑπομνήματα ἀπό τό 1918 τούς καλοῦν, ἀπάντησαν μέ μεγάλη ἀπεργία. Ἀλεξάνδρου καί Καραγεώργη ἀνάμεσά τους.	[46, 602, 261, 634]
paragraph: Τό Γενικό Συμβούλιο ὅμως ἔψαχνε τρόπο νά σταματήσει τήν ἀπεργία χωρίς νίκη.	[729, 750, 929, 771]
paragraph: Εἶνε τό στρατιωτικό κάλαπο πού πάντα χρησιμοποιεῖται γιά νά τσακίσει τήν ἀπεργία καί τή θέληση τῶν ἐργατῶν.	[281, 1135, 496, 1167]
list-item: 33) Κλ. Κωνσταντινίδης, Ἀθήνα.	[281, 710, 420, 721]
paragraph: Ἡ Ἕνωση Ἐπαγγελματιῶν Ἀθηνῶν δρχ. 95.	[1368, 785, 1554, 807]
classified-ad: ΖΗΤΕΙΤΑΙ Δεσποινίς ὑπάλληλος διά κατάστημα ἐργοστασίου. Πληροφορίαι «Μουσική Ἀγορά Πατησίων 48».	[1162, 1702, 1348, 1737]
paragraph: Ἡ πειθαρχία στόν ἐρυθρό στρατό εἶναι ἐνσυνείδητη πειθαρχία καί ὄχι πειθαρχία τοῦ φόβου.	[949, 325, 1149, 356]
editor-line: ΥΠΕΥΘΥΝΟΣ Τ. ΦΙΤΣΟΣ	[1397, 813, 1525, 825]
divider	[507, 586, 1151, 588]
bank-subtitle: ΑΝΩΝΥΜΟΣ ΕΤΑΙΡΕΙΑ	[1413, 1153, 1509, 1163]
eranos-list	[1368, 714, 1554, 806]
paragraph: Ἐπιτροπή τῶν ἐργατῶν παρουσιάστηκε χθές στόν Ὑπουργό ζητώντας τήν ἱκανοποίηση τῶν αἰτημάτων τους.	[729, 656, 929, 688]
list-item: 5) Γ. Καλαμάρης, Πάτρα, 1926.	[46, 711, 180, 722]
eranos-subhead: ΓΙΑ ΤΟΥΣ ΑΠΕΡΓΟΥΣ ΑΓΡΙΝΙΟΥ	[1376, 701, 1546, 713]
paragraph: Στίς 30 Ἀπριλίου οἱ ἐκπρόσωποι τῶν ἀνθρακωρύχων ἀρνήθηκαν τούς ὅρους τῶν ἐργοδοτῶν καί τό Γενικό Συμβούλιο κήρυξε τή γενική ἀπεργία.	[949, 1082, 1149, 1124]
paragraph: Ἀνάμεσα στούς στρατιῶτες τοῦ ἐρυθροῦ στρατοῦ ἡ ἀναλογία τῶν ἐργατῶν καί τῶν κολχόζνικων ἀνεβαίνει κάθε χρόνο.	[729, 280, 929, 312]
paragraph: Τά αἰτήματα τῶν ἐργατῶν τοῦ Πειραιῶς: α) αὔξηση μεροκάματος, β) ἀναγνώριση τῶν σωματείων, γ) ἀπελευθέρωση τῶν κρατουμένων.	[949, 645, 1149, 688]
paragraph: Ἀργότερα κατά τό 1907 ὁ Λένιν ἀπαντοῦσε στούς κριτικούς τοῦ βιβλίου πώς αὐτό ἔπαιξε μεγάλο ρόλο στήν δημιουργία τοῦ κόμματος νέου τύπου.	[281, 332, 496, 374]
paragraph: ΘΕΣ/ΝΙΚΗ, 5 Σεπτεμβρίου. Ἡ ἐπέκταση τοῦ τομέα ἀνοικοδόμησης στούς προσφυγικούς συνοικισμούς ἀποτελεῖ ἀφορμή γιά νέα ἐκμετάλλευση.	[1162, 508, 1348, 550]
call-line: ΕΝΙΣΧΥΣΑΤΕ ΤΟΝ ΕΡΑΝΟ	[312, 1274, 465, 1288]
paragraph: Ἡ ἀπεργία ἁπλώθηκε σέ ὅλους τούς κλάδους. Σιδηροδρομικοί, τυπογράφοι, λιμενεργάτες σταμάτησαν τή δουλειά.	[949, 1171, 1149, 1203]
kalapaki-headline: ΚΑΛΑΠΑΚΙ	[306, 883, 471, 917]
